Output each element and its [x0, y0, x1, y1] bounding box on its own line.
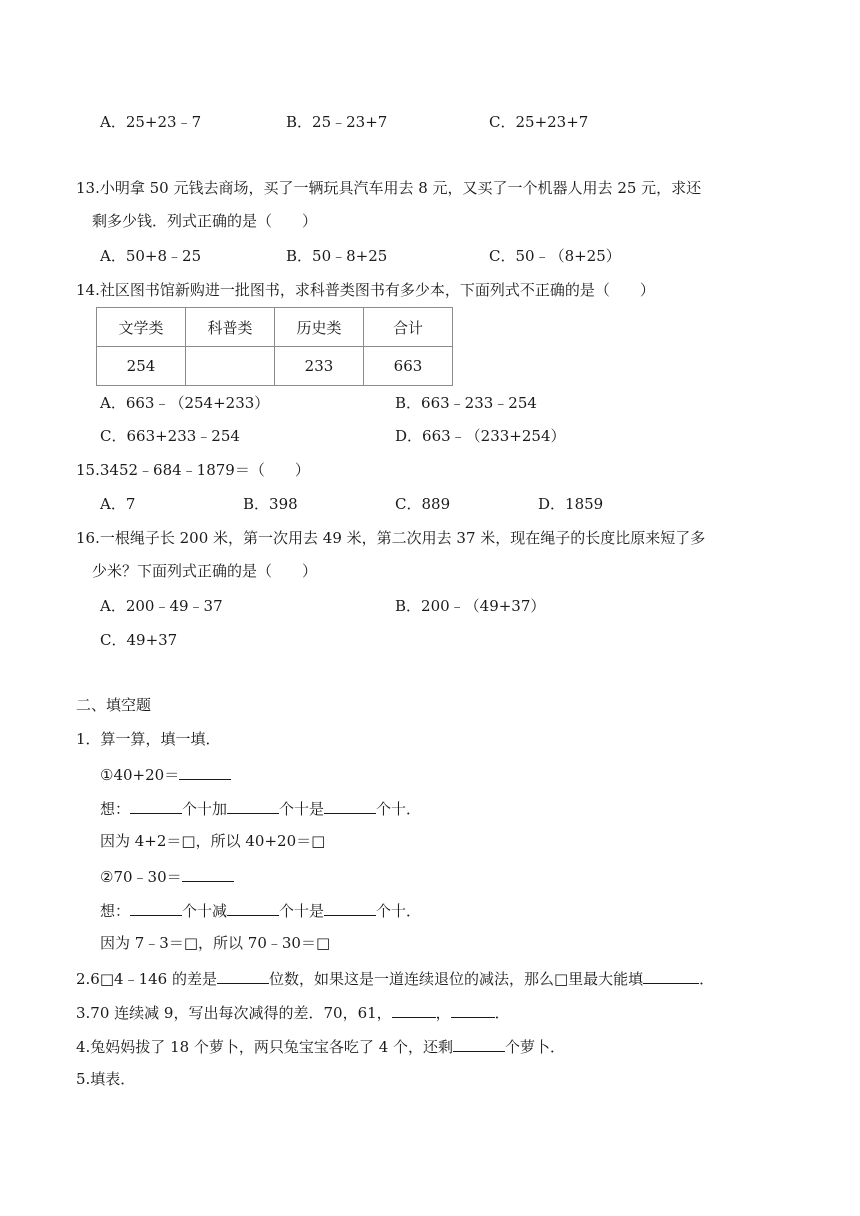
- table-row: [97, 347, 453, 386]
- table-header-cell: 合计: [364, 308, 453, 347]
- fill3-text: ，: [435, 1004, 451, 1022]
- table-header-cell: 科普类: [186, 308, 275, 347]
- fill2-text: 位数，如果这是一道连续退位的减法，那么□里最大能填: [268, 970, 644, 988]
- q13-option-c: C．50﹣（8+25）: [489, 247, 621, 265]
- book-table: [96, 307, 453, 386]
- answer-blank[interactable]: [451, 1001, 495, 1018]
- q15-option-a: A．7: [100, 495, 136, 513]
- q13-option-a: A．50+8﹣25: [100, 247, 202, 265]
- q15-stem: 15.3452﹣684﹣1879＝（ ）: [76, 461, 310, 479]
- q13-option-b: B．50﹣8+25: [286, 247, 388, 265]
- fill1-stem: 1．算一算，填一填．: [76, 730, 221, 748]
- fill1-part1-expr: [100, 763, 231, 785]
- table-cell: 663: [364, 347, 453, 386]
- fill2-text: ．: [699, 970, 715, 988]
- fill1-part2-think: [100, 899, 421, 921]
- think-label: 想：: [100, 800, 131, 818]
- think-text: 个十．: [376, 800, 422, 818]
- q15-option-d: D．1859: [538, 495, 604, 513]
- answer-blank[interactable]: [227, 899, 279, 916]
- fill4-text: 4.兔妈妈拔了 18 个萝卜，两只兔宝宝各吃了 4 个，还剩: [76, 1038, 454, 1056]
- q12-option-a: A．25+23﹣7: [100, 113, 202, 131]
- q16-option-b: B．200﹣（49+37）: [395, 597, 546, 615]
- q13-stem-line2: 剩多少钱．列式正确的是（ ）: [92, 212, 318, 230]
- fill1-part2-expr: [100, 865, 234, 887]
- answer-blank[interactable]: [392, 1001, 436, 1018]
- fill1-part1-think: [100, 797, 421, 819]
- table-cell: 233: [275, 347, 364, 386]
- table-header-cell: 文学类: [97, 308, 186, 347]
- table-header-row: [97, 308, 453, 347]
- fill4-text: 个萝卜．: [505, 1038, 566, 1056]
- q14-option-a: A．663﹣（254+233）: [100, 394, 270, 412]
- table-cell: 254: [97, 347, 186, 386]
- q14-stem: 14.社区图书馆新购进一批图书，求科普类图书有多少本，下面列式不正确的是（ ）: [76, 281, 655, 299]
- q13-stem-line1: 13.小明拿 50 元钱去商场，买了一辆玩具汽车用去 8 元，又买了一个机器人用去 25 元，求还: [76, 179, 702, 197]
- fill2-line: [76, 967, 714, 989]
- answer-blank[interactable]: [324, 797, 376, 814]
- fill5-stem: 5.填表．: [76, 1070, 136, 1088]
- fill1-part2-because: 因为 7﹣3＝□，所以 70﹣30＝□: [100, 934, 331, 952]
- answer-blank[interactable]: [324, 899, 376, 916]
- answer-blank[interactable]: [643, 967, 699, 984]
- q14-option-b: B．663﹣233﹣254: [395, 394, 537, 412]
- fill3-text: 3.70 连续减 9，写出每次减得的差．70，61，: [76, 1004, 392, 1022]
- answer-blank[interactable]: [130, 797, 182, 814]
- fill2-text: 2.6□4﹣146 的差是: [76, 970, 217, 988]
- fill1-part1-because: 因为 4+2＝□，所以 40+20＝□: [100, 832, 326, 850]
- q16-option-a: A．200﹣49﹣37: [100, 597, 223, 615]
- think-text: 个十是: [279, 902, 325, 920]
- fill1-part1-expr-text: ①40+20＝: [100, 766, 180, 784]
- q14-option-c: C．663+233﹣254: [100, 427, 240, 445]
- q15-option-b: B．398: [243, 495, 298, 513]
- answer-blank[interactable]: [227, 797, 279, 814]
- fill4-line: [76, 1035, 565, 1057]
- think-text: 个十加: [182, 800, 228, 818]
- q15-option-c: C．889: [395, 495, 451, 513]
- table-cell: [186, 347, 275, 386]
- answer-blank[interactable]: [453, 1035, 505, 1052]
- think-label: 想：: [100, 902, 131, 920]
- q12-option-b: B．25﹣23+7: [286, 113, 388, 131]
- think-text: 个十．: [376, 902, 422, 920]
- fill1-part2-expr-text: ②70﹣30＝: [100, 868, 182, 886]
- answer-blank[interactable]: [182, 865, 234, 882]
- q16-stem-line1: 16.一根绳子长 200 米，第一次用去 49 米，第二次用去 37 米，现在绳子的长度比原来短了多: [76, 529, 706, 547]
- q12-option-c: C．25+23+7: [489, 113, 589, 131]
- think-text: 个十减: [182, 902, 228, 920]
- q16-option-c: C．49+37: [100, 631, 178, 649]
- answer-blank[interactable]: [130, 899, 182, 916]
- answer-blank[interactable]: [217, 967, 269, 984]
- table-header-cell: 历史类: [275, 308, 364, 347]
- q14-option-d: D．663﹣（233+254）: [395, 427, 566, 445]
- section-title: 二、填空题: [76, 696, 152, 714]
- fill3-line: [76, 1001, 510, 1023]
- q16-stem-line2: 少米？下面列式正确的是（ ）: [92, 562, 318, 580]
- answer-blank[interactable]: [179, 763, 231, 780]
- fill3-text: ．: [494, 1004, 510, 1022]
- think-text: 个十是: [279, 800, 325, 818]
